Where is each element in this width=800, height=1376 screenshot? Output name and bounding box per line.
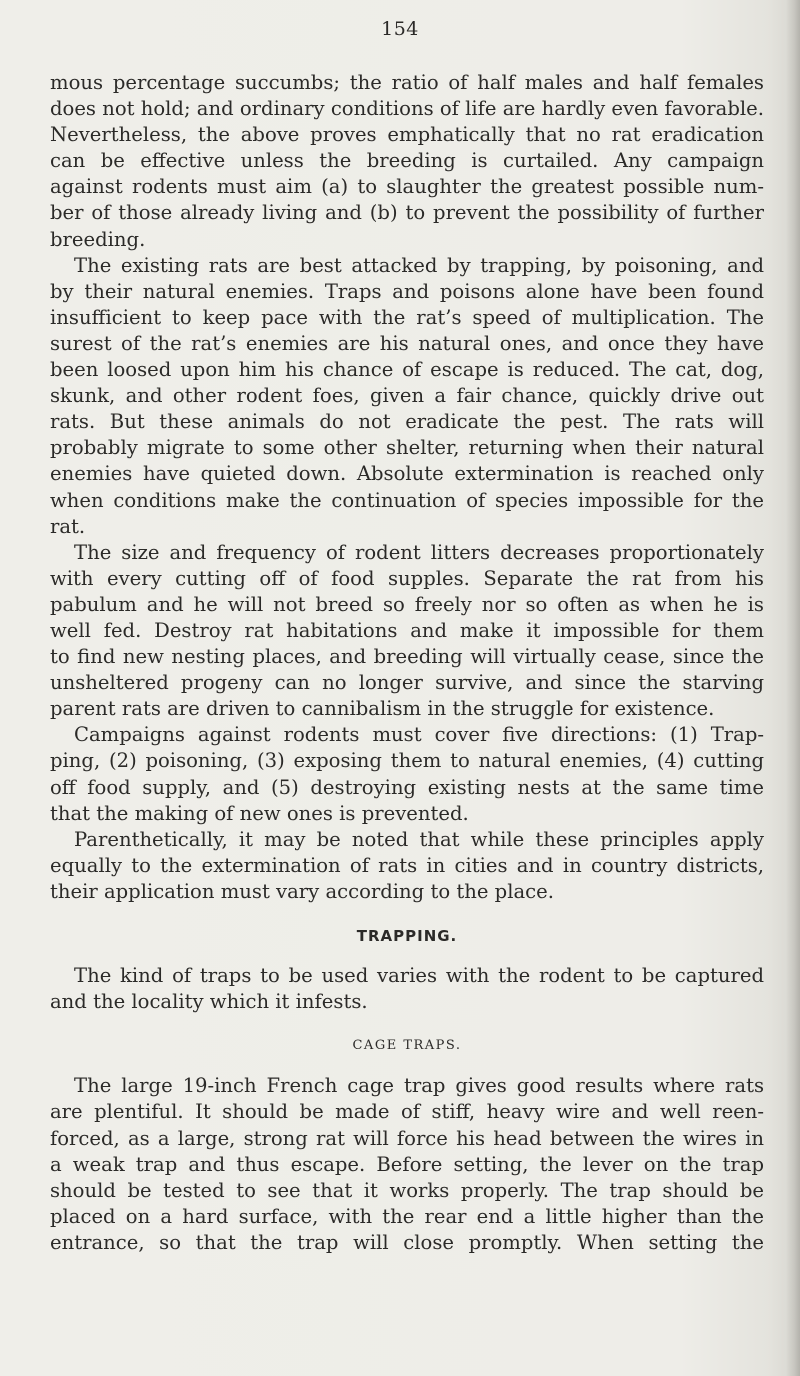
paragraph-parenthetically	[50, 827, 764, 905]
text-line: ber of those already living and (b) to prevent the possibility of further	[50, 201, 764, 225]
page-number: 154	[381, 18, 419, 40]
text-line: mous percentage succumbs; the ratio of half males and half females	[50, 71, 764, 94]
text-line: to find new nesting places, and breeding will virtually cease, since the	[50, 645, 764, 669]
subsection-heading-cage-traps: CAGE TRAPS.	[352, 1038, 462, 1054]
paragraph-intro	[50, 70, 764, 253]
text-column	[50, 70, 764, 1256]
text-line: equally to the extermination of rats in cities and in country districts,	[50, 853, 764, 877]
text-line: ping, (2) poisoning, (3) exposing them to natural enemies, (4) cutting	[50, 749, 764, 773]
text-line: placed on a hard surface, with the rear end a little higher than the	[50, 1204, 764, 1228]
paragraph-trapping	[50, 963, 764, 1015]
text-line: breeding.	[50, 227, 146, 251]
text-line: forced, as a large, strong rat will force his head between the wires in	[50, 1126, 764, 1150]
paragraph-campaigns	[50, 722, 764, 826]
text-line: parent rats are driven to cannibalism in the struggle for existence.	[50, 697, 715, 721]
text-line: insufficient to keep pace with the rat’s speed of multiplication. The	[50, 305, 764, 329]
text-line: with every cutting off of food supples. Separate the rat from his	[50, 566, 764, 590]
text-line: pabulum and he will not breed so freely nor so often as when he is	[50, 592, 764, 616]
text-line: off food supply, and (5) destroying existing nests at the same time	[50, 775, 764, 799]
paragraph-cage-traps	[50, 1073, 764, 1256]
page-edge-shadow	[786, 0, 800, 1376]
text-line: should be tested to see that it works properly. The trap should be	[50, 1178, 764, 1202]
text-line: skunk, and other rodent foes, given a fair chance, quickly drive out	[50, 384, 764, 408]
text-line: enemies have quieted down. Absolute extermination is reached only	[50, 462, 764, 486]
text-line: The kind of traps to be used varies with the rodent to be captured	[74, 964, 764, 988]
text-line: rats. But these animals do not eradicate the pest. The rats will	[50, 410, 764, 434]
text-line: entrance, so that the trap will close promptly. When setting the	[50, 1230, 764, 1254]
text-line: well fed. Destroy rat habitations and make it impossible for them	[50, 618, 764, 642]
text-line: a weak trap and thus escape. Before setting, the lever on the trap	[50, 1152, 764, 1176]
text-line: their application must vary according to the place.	[50, 879, 554, 903]
text-line: Parenthetically, it may be noted that while these principles apply	[74, 827, 764, 851]
text-line: when conditions make the continuation of species impossible for the	[50, 488, 764, 512]
text-line: probably migrate to some other shelter, returning when their natural	[50, 436, 764, 460]
section-heading-trapping: TRAPPING.	[356, 927, 458, 945]
paragraph-existing-rats	[50, 253, 764, 540]
text-line: unsheltered progeny can no longer survive, and since the starving	[50, 671, 764, 695]
text-line: against rodents must aim (a) to slaughter the greatest possible num-	[50, 175, 764, 199]
text-line: Campaigns against rodents must cover five directions: (1) Trap-	[74, 723, 764, 747]
text-line: The large 19-inch French cage trap gives good results where rats	[74, 1074, 764, 1098]
paragraph-litters	[50, 540, 764, 723]
text-line: by their natural enemies. Traps and poisons alone have been found	[50, 279, 764, 303]
text-line: are plentiful. It should be made of stiff, heavy wire and well reen-	[50, 1100, 764, 1124]
text-line: The size and frequency of rodent litters decreases proportionately	[74, 540, 764, 564]
text-line: Nevertheless, the above proves emphatically that no rat eradication	[50, 123, 764, 147]
text-line: that the making of new ones is prevented.	[50, 801, 469, 825]
text-line: surest of the rat’s enemies are his natural ones, and once they have	[50, 331, 764, 355]
text-line: been loosed upon him his chance of escape is reduced. The cat, dog,	[50, 358, 764, 382]
text-line: and the locality which it infests.	[50, 990, 368, 1014]
text-line: The existing rats are best attacked by trapping, by poisoning, and	[74, 253, 764, 277]
text-line: can be effective unless the breeding is curtailed. Any campaign	[50, 149, 764, 173]
text-line: rat.	[50, 514, 86, 538]
text-line: does not hold; and ordinary conditions of life are hardly even favorable.	[50, 97, 764, 121]
